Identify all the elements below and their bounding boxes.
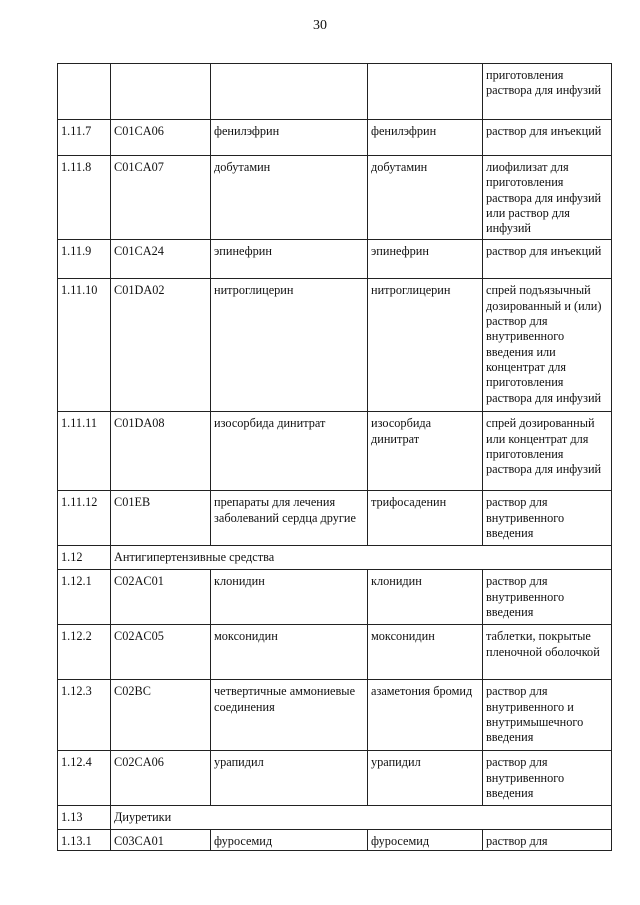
atc-code: C01CA06 [111, 120, 211, 156]
atc-name: четвертичные аммониевые соединения [211, 680, 368, 751]
table-row [58, 120, 612, 156]
group-row [58, 546, 612, 570]
atc-code: C01DA02 [111, 279, 211, 412]
row-code: 1.13.1 [58, 829, 111, 850]
medication-table [57, 63, 612, 851]
dosage-form: приготовления раствора для инфузий [483, 64, 612, 120]
row-code: 1.12.3 [58, 680, 111, 751]
row-code: 1.11.10 [58, 279, 111, 412]
dosage-form: раствор для внутривенного введения [483, 491, 612, 546]
drug-name: клонидин [368, 570, 483, 625]
table-row [58, 491, 612, 546]
atc-name [211, 64, 368, 120]
row-code: 1.12.1 [58, 570, 111, 625]
table-row [58, 829, 612, 850]
atc-code [111, 64, 211, 120]
drug-name: нитроглицерин [368, 279, 483, 412]
atc-code: C02AC05 [111, 625, 211, 680]
dosage-form: раствор для внутривенного введения [483, 570, 612, 625]
table-row [58, 156, 612, 240]
drug-name: фуросемид [368, 829, 483, 850]
atc-code: C02BC [111, 680, 211, 751]
row-code: 1.11.7 [58, 120, 111, 156]
group-name: Диуретики [111, 806, 612, 829]
atc-name: моксонидин [211, 625, 368, 680]
atc-name: препараты для лечения заболеваний сердца другие [211, 491, 368, 546]
table-row [58, 279, 612, 412]
atc-name: изосорбида динитрат [211, 412, 368, 491]
dosage-form: раствор для внутривенного и внутримышечного введения [483, 680, 612, 751]
row-code: 1.12.2 [58, 625, 111, 680]
atc-code: C01EB [111, 491, 211, 546]
atc-name: фенилэфрин [211, 120, 368, 156]
dosage-form: таблетки, покрытые пленочной оболочкой [483, 625, 612, 680]
dosage-form: раствор для [483, 829, 612, 850]
drug-name: трифосаденин [368, 491, 483, 546]
row-code: 1.11.12 [58, 491, 111, 546]
drug-name: изосорбида динитрат [368, 412, 483, 491]
drug-name: эпинефрин [368, 240, 483, 279]
dosage-form: раствор для инъекций [483, 240, 612, 279]
row-code: 1.12.4 [58, 751, 111, 806]
drug-name: моксонидин [368, 625, 483, 680]
dosage-form: раствор для инъекций [483, 120, 612, 156]
drug-name [368, 64, 483, 120]
drug-name: добутамин [368, 156, 483, 240]
atc-code: C01CA24 [111, 240, 211, 279]
group-row [58, 806, 612, 829]
row-code [58, 64, 111, 120]
table-row [58, 680, 612, 751]
row-code: 1.11.9 [58, 240, 111, 279]
table-row [58, 64, 612, 120]
table-row [58, 625, 612, 680]
table-row [58, 751, 612, 806]
drug-name: фенилэфрин [368, 120, 483, 156]
group-code: 1.13 [58, 806, 111, 829]
dosage-form: раствор для внутривенного введения [483, 751, 612, 806]
dosage-form: спрей дозированный или концентрат для приготовления раствора для инфузий [483, 412, 612, 491]
atc-name: клонидин [211, 570, 368, 625]
atc-code: C02AC01 [111, 570, 211, 625]
table-row [58, 412, 612, 491]
table-row [58, 240, 612, 279]
atc-name: нитроглицерин [211, 279, 368, 412]
atc-name: фуросемид [211, 829, 368, 850]
page-number: 30 [313, 18, 327, 33]
atc-name: эпинефрин [211, 240, 368, 279]
dosage-form: спрей подъязычный дозированный и (или) раствор для внутривенного введения или концентрат для приготовления раствора для инфузий [483, 279, 612, 412]
atc-name: урапидил [211, 751, 368, 806]
group-code: 1.12 [58, 546, 111, 570]
atc-code: C02CA06 [111, 751, 211, 806]
atc-code: C01CA07 [111, 156, 211, 240]
row-code: 1.11.11 [58, 412, 111, 491]
atc-code: C01DA08 [111, 412, 211, 491]
group-name: Антигипертензивные средства [111, 546, 612, 570]
atc-name: добутамин [211, 156, 368, 240]
drug-name: урапидил [368, 751, 483, 806]
drug-name: азаметония бромид [368, 680, 483, 751]
table-row [58, 570, 612, 625]
dosage-form: лиофилизат для приготовления раствора для инфузий или раствор для инфузий [483, 156, 612, 240]
row-code: 1.11.8 [58, 156, 111, 240]
atc-code: C03CA01 [111, 829, 211, 850]
